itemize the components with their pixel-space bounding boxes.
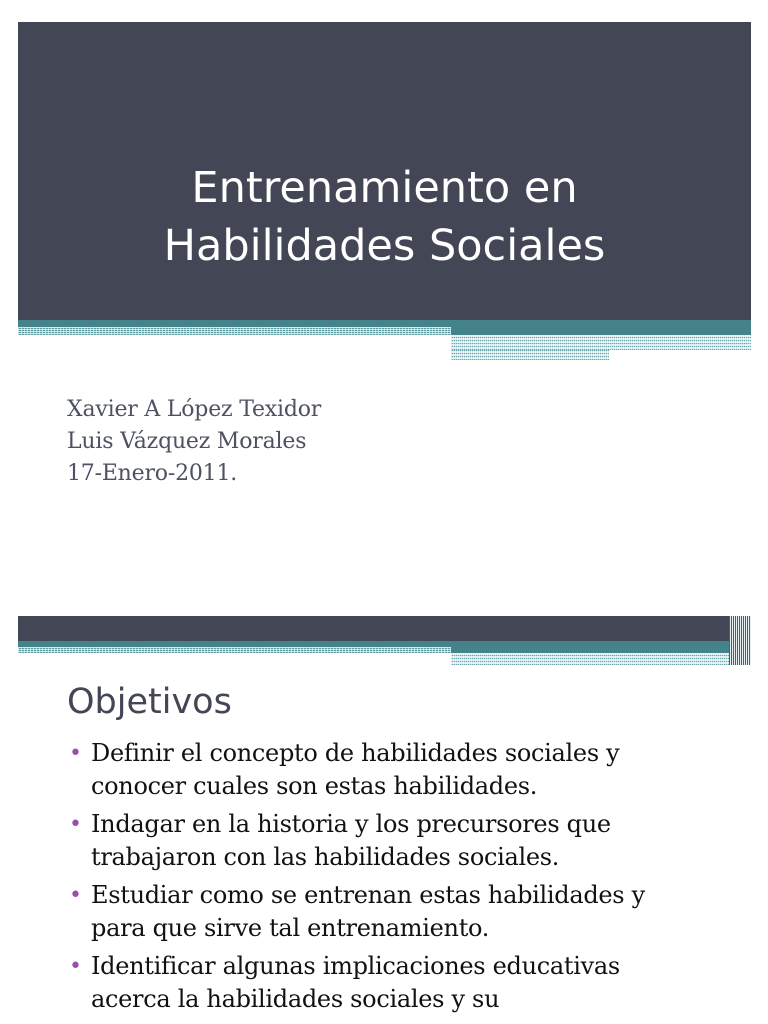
bullet-line: Definir el concepto de habilidades sociales y: [91, 739, 620, 767]
title-banner: [18, 22, 751, 320]
objectives-list: [67, 737, 707, 1021]
bullet-icon: •: [69, 954, 82, 979]
presentation-date: 17-Enero-2011.: [67, 461, 238, 486]
slide2-grid-decoration: [729, 616, 751, 665]
bullet-line: acerca la habilidades sociales y su: [91, 985, 500, 1013]
list-item: [67, 808, 707, 874]
list-item: [67, 737, 707, 803]
striped-decoration-right: [451, 335, 751, 350]
slide2-heading: Objetivos: [67, 682, 232, 722]
striped-decoration-left: [18, 327, 451, 335]
bullet-line: Identificar algunas implicaciones educativas: [91, 952, 620, 980]
striped-decoration-tail: [451, 350, 609, 360]
bullet-line: Indagar en la historia y los precursores que: [91, 810, 611, 838]
bullet-icon: •: [69, 812, 82, 837]
bullet-line: conocer cuales son estas habilidades.: [91, 772, 538, 800]
slide-title-line-1: Entrenamiento en: [191, 163, 578, 213]
slide2-header-band: [18, 616, 729, 641]
bullet-icon: •: [69, 741, 82, 766]
bullet-line: para que sirve tal entrenamiento.: [91, 914, 490, 942]
slide2-striped-left: [18, 647, 451, 653]
teal-accent-band-right: [451, 327, 751, 335]
bullet-line: trabajaron con las habilidades sociales.: [91, 843, 560, 871]
bullet-icon: •: [69, 883, 82, 908]
slide2-striped-right: [451, 653, 729, 665]
slide-title-line-2: Habilidades Sociales: [163, 221, 606, 271]
author-name-2: Luis Vázquez Morales: [67, 429, 307, 454]
author-block: [67, 394, 321, 490]
teal-accent-band: [18, 320, 751, 327]
list-item: [67, 879, 707, 945]
author-name-1: Xavier A López Texidor: [67, 397, 322, 422]
list-item: [67, 950, 707, 1016]
bullet-line: Estudiar como se entrenan estas habilidades y: [91, 881, 645, 909]
